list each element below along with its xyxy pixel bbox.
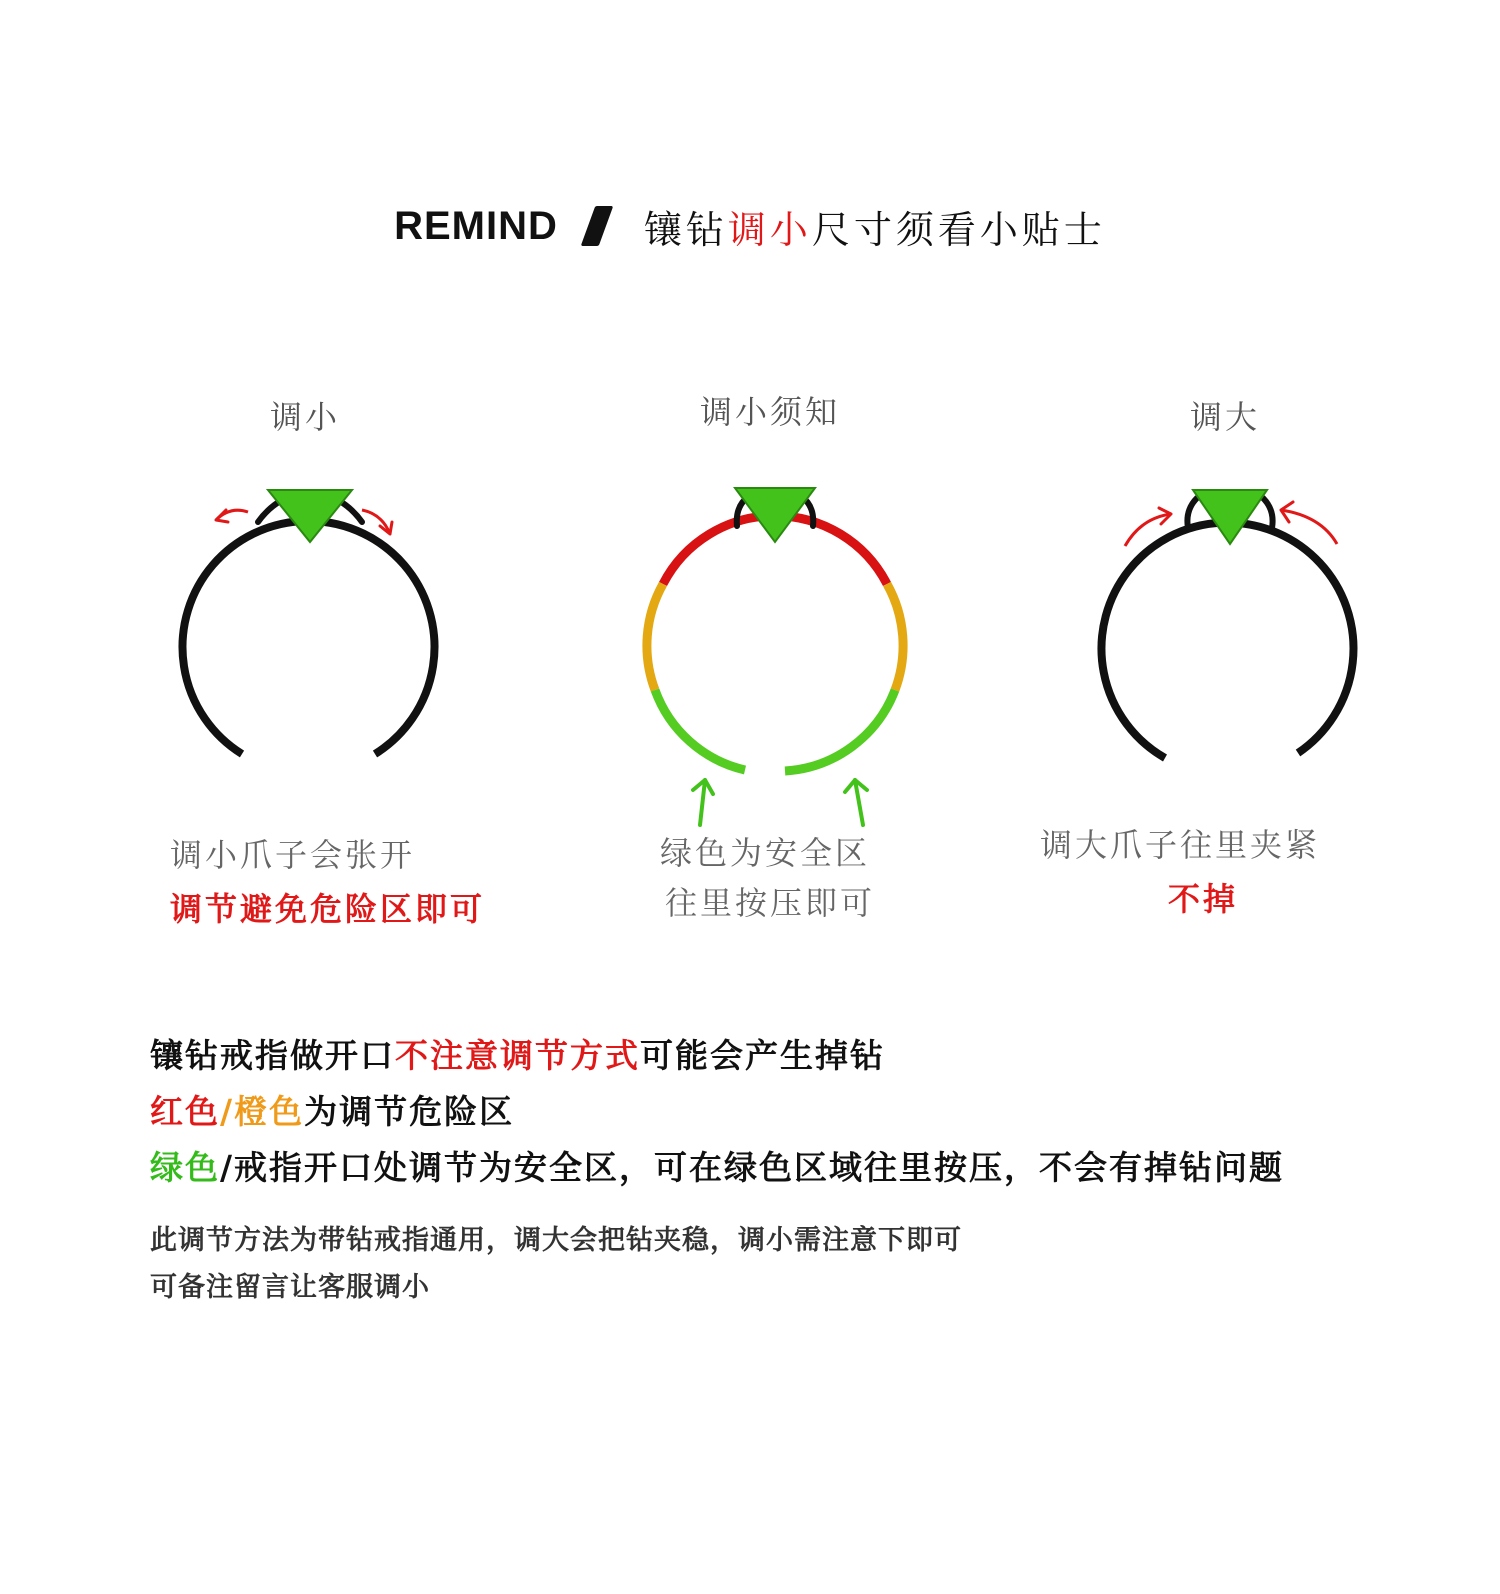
header — [0, 196, 1500, 256]
right-prong — [1263, 498, 1273, 528]
title-part2: 尺寸须看小贴士 — [811, 207, 1106, 252]
caption-enlarge-line1: 调大爪子往里夹紧 — [1040, 826, 1321, 864]
note-line-1: 镶钻戒指做开口不注意调节方式可能会产生掉钻 — [150, 1036, 885, 1075]
panel-title-notice: 调小须知 — [699, 393, 840, 431]
small-note-2: 可备注留言让客服调小 — [150, 1272, 430, 1303]
slash-mark-icon — [581, 206, 614, 246]
caption-notice-line1: 绿色为安全区 — [660, 834, 871, 872]
gem-icon — [268, 490, 352, 542]
warning-zone-orange-left — [647, 584, 663, 690]
safe-zone-green-left — [655, 690, 745, 770]
ring-zone-diagram — [625, 470, 925, 830]
note-green-label: 绿色 — [150, 1148, 220, 1187]
safe-zone-green-right — [785, 690, 895, 771]
warning-zone-orange-right — [887, 584, 903, 690]
caption-shrink-line2: 调节避免危险区即可 — [170, 890, 486, 928]
panel-title-enlarge: 调大 — [1189, 398, 1260, 436]
caption-shrink-line1: 调小爪子会张开 — [170, 836, 416, 874]
ring-band — [1101, 523, 1353, 758]
note-highlight: 不注意调节方式 — [395, 1036, 640, 1075]
gem-icon — [1193, 490, 1267, 544]
panel-title-shrink: 调小 — [269, 398, 340, 436]
caption-enlarge-line2: 不掉 — [1168, 880, 1239, 918]
ring-band — [183, 521, 435, 754]
ring-shrink-diagram — [160, 470, 460, 780]
small-note-1: 此调节方法为带钻戒指通用，调大会把钻夹稳，调小需注意下即可 — [150, 1225, 962, 1256]
press-arrow-left-icon — [700, 780, 705, 825]
note-line-3: 绿色/戒指开口处调节为安全区，可在绿色区域往里按压，不会有掉钻问题 — [150, 1148, 1285, 1187]
title-highlight: 调小 — [727, 207, 812, 252]
note-line-2: 红色/橙色为调节危险区 — [150, 1092, 515, 1131]
note-orange-label: 橙色 — [234, 1092, 305, 1131]
page-title — [644, 199, 1106, 254]
ring-enlarge-diagram — [1085, 470, 1385, 780]
title-part1: 镶钻 — [643, 207, 728, 252]
note-red-label: 红色 — [150, 1092, 220, 1131]
caption-notice-line2: 往里按压即可 — [665, 884, 876, 922]
remind-label: REMIND — [394, 203, 558, 248]
